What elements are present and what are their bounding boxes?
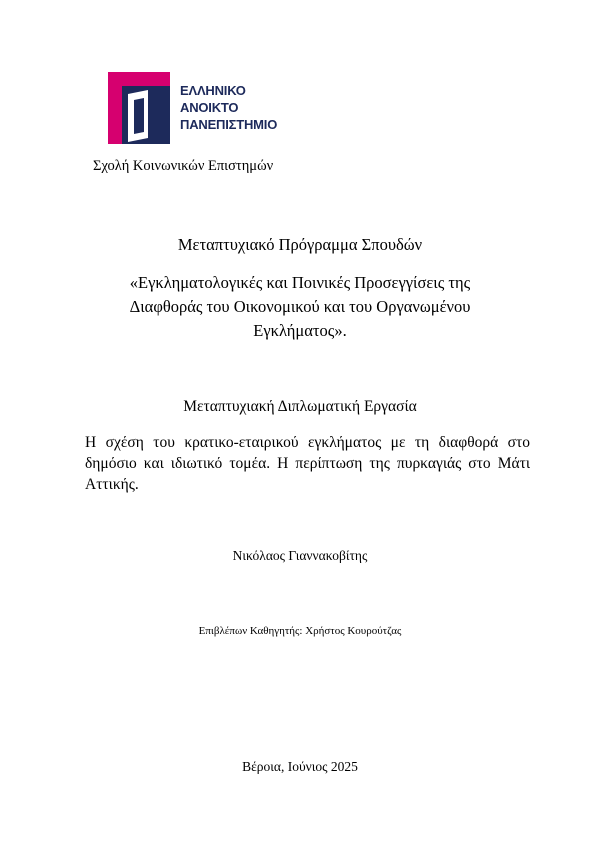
logo-line-2: ΑΝΟΙΚΤΟ — [180, 100, 239, 115]
university-logo-text — [180, 82, 277, 133]
logo-line-1: ΕΛΛΗΝΙΚΟ — [180, 83, 246, 98]
supervisor: Επιβλέπων Καθηγητής: Χρήστος Κουρούτζας — [198, 625, 402, 637]
thesis-title: Η σχέση του κρατικο-εταιρικού εγκλήματος με τη διαφθορά στο δημόσιο και ιδιωτικό τομέα. Η περίπτωση της πυρκαγιάς στο Μάτι Αττικής. — [85, 434, 530, 493]
school-name: Σχολή Κοινωνικών Επιστημών — [93, 158, 274, 174]
university-logo-icon — [108, 72, 170, 144]
author-name: Νικόλαος Γιαννακοβίτης — [232, 548, 368, 563]
program-name: «Εγκληματολογικές και Ποινικές Προσεγγίσεις της Διαφθοράς του Οικονομικού και του Οργανωμένου Εγκλήματος». — [129, 273, 471, 340]
place-date: Βέροια, Ιούνιος 2025 — [242, 759, 358, 774]
university-logo — [108, 72, 308, 146]
program-title: Μεταπτυχιακό Πρόγραμμα Σπουδών — [177, 235, 423, 254]
thesis-type: Μεταπτυχιακή Διπλωματική Εργασία — [183, 398, 417, 415]
logo-line-3: ΠΑΝΕΠΙΣΤΗΜΙΟ — [180, 117, 278, 132]
